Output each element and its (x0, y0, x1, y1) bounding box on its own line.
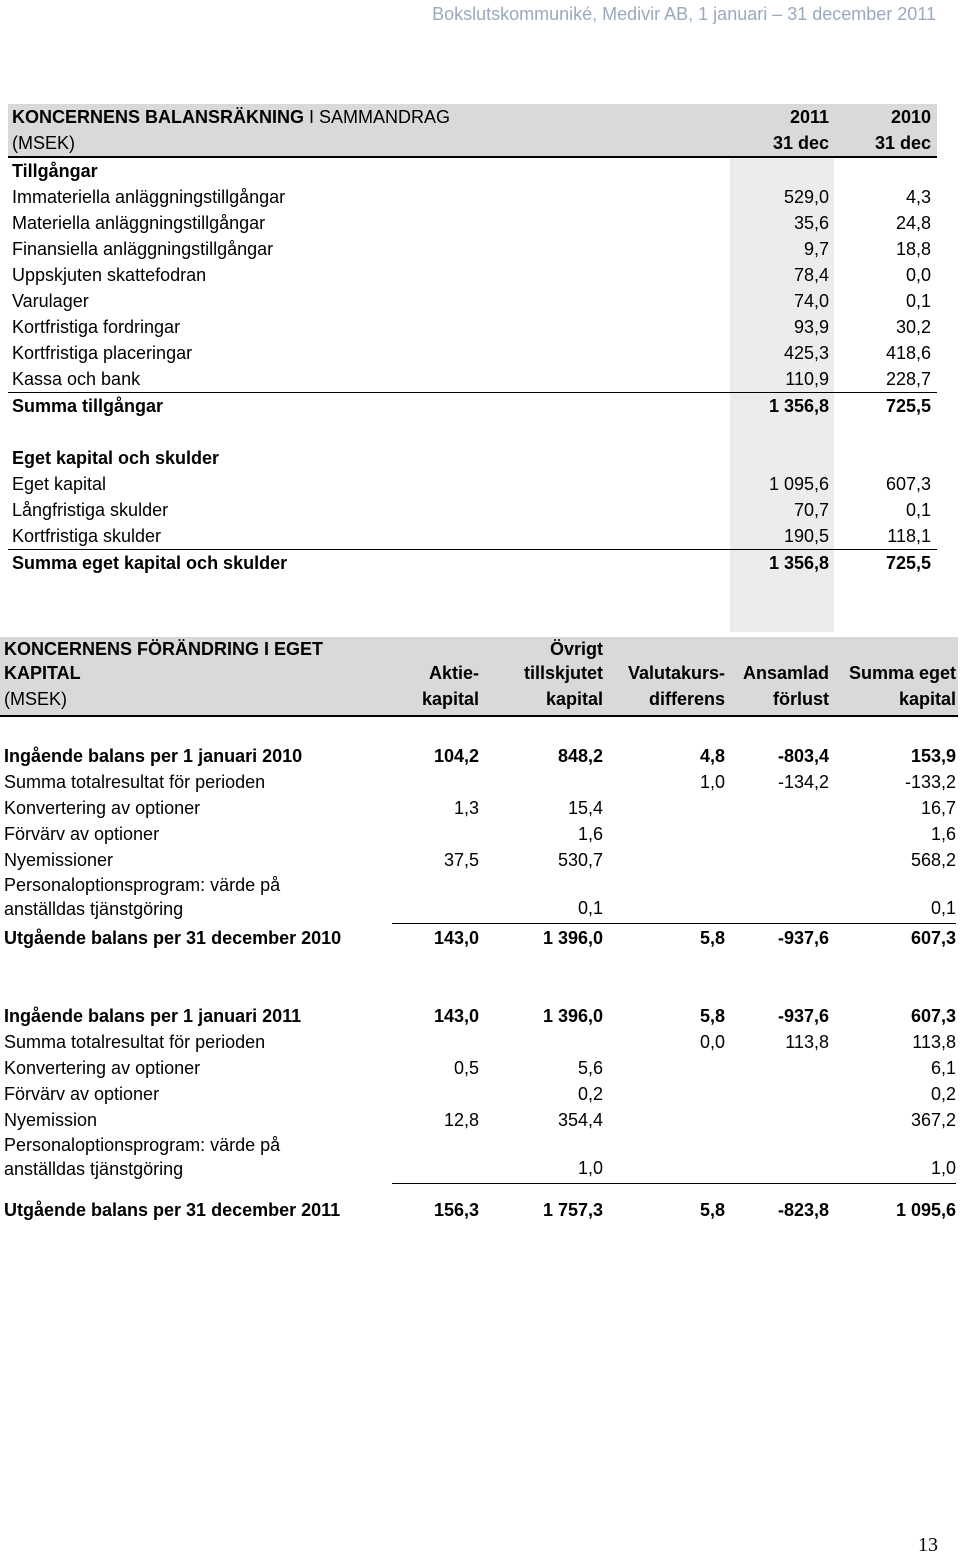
assets-heading-row (8, 158, 937, 184)
equity-change-label: Summa totalresultat för perioden (4, 772, 266, 792)
balance-row (8, 314, 937, 340)
balance-row-label: Immateriella anläggningstillgångar (12, 187, 286, 207)
col5-line2: kapital (898, 689, 956, 709)
balance-row (8, 210, 937, 236)
equity-change-label: Nyemissioner (4, 850, 114, 870)
equity-change-value: 1,0 (699, 772, 725, 792)
equity-change-label: Utgående balans per 31 december 2010 (4, 928, 342, 948)
equity-change-value: 15,4 (567, 798, 603, 818)
equity-change-value: 1,3 (453, 798, 479, 818)
col3-line1: Valutakurs- (627, 663, 725, 683)
spacer-row (8, 419, 937, 445)
equity-change-label: Summa totalresultat för perioden (4, 1032, 266, 1052)
assets-total-row (8, 392, 937, 419)
balance-value-2010: 4,3 (905, 187, 931, 207)
eq-total-label: Summa eget kapital och skulder (12, 553, 288, 573)
eq-heading-row (8, 445, 937, 471)
balance-row-label: Finansiella anläggningstillgångar (12, 239, 274, 259)
equity-change-row (0, 1107, 958, 1133)
balance-value-2011: 70,7 (793, 500, 829, 520)
equity-change-value: 156,3 (433, 1200, 479, 1220)
balance-value-2011: 110,9 (785, 369, 829, 389)
equity-change-value: 5,8 (699, 928, 725, 948)
equity-change-value: 607,3 (910, 1006, 956, 1026)
equity-change-value: 5,6 (577, 1058, 603, 1078)
equity-change-row (0, 1133, 958, 1181)
balance-row (8, 523, 937, 549)
equity-change-value: 354,4 (557, 1110, 603, 1130)
balance-row (8, 497, 937, 523)
assets-total-label: Summa tillgångar (12, 396, 164, 416)
equity-change-value: 607,3 (910, 928, 956, 948)
col1-line1: Aktie- (428, 663, 479, 683)
page-number: 13 (918, 1534, 938, 1556)
equity-change-row (0, 1003, 958, 1029)
equity-change-value: 4,8 (699, 746, 725, 766)
sum-underline (392, 1183, 956, 1184)
balance-value-2010: 0,0 (905, 265, 931, 285)
balance-value-2010: 30,2 (895, 317, 931, 337)
assets-total-2010: 725,5 (885, 396, 931, 416)
col3-line2: differens (648, 689, 725, 709)
closing-balance-row (0, 1197, 958, 1223)
col4-line2: förlust (773, 689, 829, 709)
balance-row (8, 366, 937, 392)
equity-change-value: 0,5 (453, 1058, 479, 1078)
eq-title-line2: KAPITAL (4, 663, 81, 683)
equity-change-header (0, 637, 958, 717)
balance-row-label: Långfristiga skulder (12, 500, 169, 520)
balance-value-2010: 0,1 (905, 291, 931, 311)
equity-change-value: 37,5 (443, 850, 479, 870)
document-header-title: Bokslutskommuniké, Medivir AB, 1 januari – 31 december 2011 (432, 4, 936, 24)
col2-line1: tillskjutet (523, 663, 603, 683)
eq-total-2010: 725,5 (885, 553, 931, 573)
equity-change-value: 143,0 (433, 928, 479, 948)
equity-change-row (0, 1029, 958, 1055)
balance-value-2011: 74,0 (793, 291, 829, 311)
balance-value-2011: 425,3 (783, 343, 829, 363)
assets-heading: Tillgångar (12, 161, 98, 181)
date-2010: 31 dec (874, 133, 931, 153)
equity-change-value: 113,8 (912, 1032, 956, 1052)
balance-row (8, 288, 937, 314)
equity-change-value: 848,2 (557, 746, 603, 766)
equity-change-value: 1,0 (930, 1158, 956, 1178)
balance-value-2011: 9,7 (803, 239, 829, 259)
equity-change-value: 143,0 (433, 1006, 479, 1026)
equity-change-value: 367,2 (910, 1110, 956, 1130)
balance-title-row (8, 104, 937, 130)
balance-row-label: Materiella anläggningstillgångar (12, 213, 266, 233)
balance-row (8, 340, 937, 366)
equity-change-value: 104,2 (433, 746, 479, 766)
equity-change-row (0, 743, 958, 769)
balance-row (8, 262, 937, 288)
balance-value-2010: 228,7 (885, 369, 931, 389)
balance-title-normal: I SAMMANDRAG (304, 107, 451, 127)
equity-change-value: 0,2 (930, 1084, 956, 1104)
equity-change-value: 530,7 (557, 850, 603, 870)
balance-row-label: Varulager (12, 291, 89, 311)
eq-heading: Eget kapital och skulder (12, 448, 220, 468)
balance-row-label: Uppskjuten skattefodran (12, 265, 207, 285)
equity-change-label: Personaloptionsprogram: värde på anställdas tjänstgöring (4, 875, 281, 919)
equity-change-value: 0,2 (577, 1084, 603, 1104)
year-2011: 2011 (789, 107, 829, 127)
equity-change-row (0, 795, 958, 821)
balance-value-2011: 78,4 (793, 265, 829, 285)
eq-total-row (8, 549, 937, 576)
balance-sheet-table (8, 104, 937, 576)
balance-row (8, 471, 937, 497)
equity-change-label: Konvertering av optioner (4, 798, 201, 818)
balance-title-bold: KONCERNENS BALANSRÄKNING (12, 107, 305, 127)
balance-row-label: Kassa och bank (12, 369, 141, 389)
eq-total-2011: 1 356,8 (768, 553, 829, 573)
col4-line1: Ansamlad (742, 663, 829, 683)
balance-row (8, 236, 937, 262)
balance-value-2010: 18,8 (895, 239, 931, 259)
equity-change-value: 1,0 (577, 1158, 603, 1178)
balance-row-label: Kortfristiga placeringar (12, 343, 193, 363)
equity-change-label: Utgående balans per 31 december 2011 (4, 1200, 341, 1220)
equity-change-label: Ingående balans per 1 januari 2010 (4, 746, 303, 766)
equity-change-value: 0,1 (930, 898, 956, 918)
balance-value-2010: 24,8 (895, 213, 931, 233)
equity-change-value: 1 396,0 (542, 1006, 603, 1026)
balance-value-2011: 190,5 (783, 526, 829, 546)
equity-change-value: -803,4 (777, 746, 829, 766)
equity-change-value: 0,1 (577, 898, 603, 918)
equity-change-value: -937,6 (777, 1006, 829, 1026)
eq-unit: (MSEK) (4, 689, 67, 709)
equity-change-label: Personaloptionsprogram: värde på anställdas tjänstgöring (4, 1135, 281, 1179)
equity-change-value: 1,6 (930, 824, 956, 844)
balance-unit-row (8, 130, 937, 158)
equity-change-row (0, 1081, 958, 1107)
equity-change-row (0, 821, 958, 847)
equity-change-row (0, 1055, 958, 1081)
equity-change-value: 568,2 (910, 850, 956, 870)
equity-change-value: 12,8 (443, 1110, 479, 1130)
equity-change-value: 1 095,6 (895, 1200, 956, 1220)
col5-line1: Summa eget (848, 663, 956, 683)
col1-line2: kapital (421, 689, 479, 709)
equity-change-label: Förvärv av optioner (4, 1084, 160, 1104)
balance-row (8, 184, 937, 210)
equity-change-value: 16,7 (920, 798, 956, 818)
col2-line2: kapital (545, 689, 603, 709)
balance-value-2010: 0,1 (905, 500, 931, 520)
balance-value-2010: 118,1 (887, 526, 931, 546)
balance-value-2011: 1 095,6 (768, 474, 829, 494)
balance-value-2011: 529,0 (783, 187, 829, 207)
equity-change-value: 1 396,0 (542, 928, 603, 948)
equity-change-value: 1 757,3 (542, 1200, 603, 1220)
balance-value-2011: 35,6 (793, 213, 829, 233)
equity-change-row (0, 769, 958, 795)
balance-unit: (MSEK) (12, 133, 75, 153)
year-2010: 2010 (890, 107, 931, 127)
equity-change-value: 0,0 (699, 1032, 725, 1052)
equity-change-label: Nyemission (4, 1110, 98, 1130)
eq-title-line1: KONCERNENS FÖRÄNDRING I EGET (4, 639, 324, 659)
date-2011: 31 dec (772, 133, 829, 153)
balance-value-2011: 93,9 (793, 317, 829, 337)
equity-change-value: 5,8 (699, 1006, 725, 1026)
balance-row-label: Eget kapital (12, 474, 107, 494)
equity-change-row (0, 847, 958, 873)
equity-change-row (0, 873, 958, 921)
closing-balance-row (0, 925, 958, 951)
equity-change-value: -937,6 (777, 928, 829, 948)
equity-change-value: 6,1 (930, 1058, 956, 1078)
equity-change-label: Förvärv av optioner (4, 824, 160, 844)
balance-row-label: Kortfristiga fordringar (12, 317, 181, 337)
assets-total-2011: 1 356,8 (768, 396, 829, 416)
col2-line0: Övrigt (549, 639, 603, 659)
sum-underline (392, 923, 956, 924)
equity-change-value: 113,8 (785, 1032, 829, 1052)
equity-change-value: 5,8 (699, 1200, 725, 1220)
equity-change-value: -134,2 (777, 772, 829, 792)
equity-change-value: 1,6 (577, 824, 603, 844)
balance-value-2010: 418,6 (885, 343, 931, 363)
equity-change-table (0, 637, 958, 1223)
equity-change-label: Ingående balans per 1 januari 2011 (4, 1006, 302, 1026)
equity-change-value: -823,8 (777, 1200, 829, 1220)
equity-change-label: Konvertering av optioner (4, 1058, 201, 1078)
balance-row-label: Kortfristiga skulder (12, 526, 162, 546)
equity-change-value: -133,2 (904, 772, 956, 792)
balance-value-2010: 607,3 (885, 474, 931, 494)
equity-change-value: 153,9 (910, 746, 956, 766)
